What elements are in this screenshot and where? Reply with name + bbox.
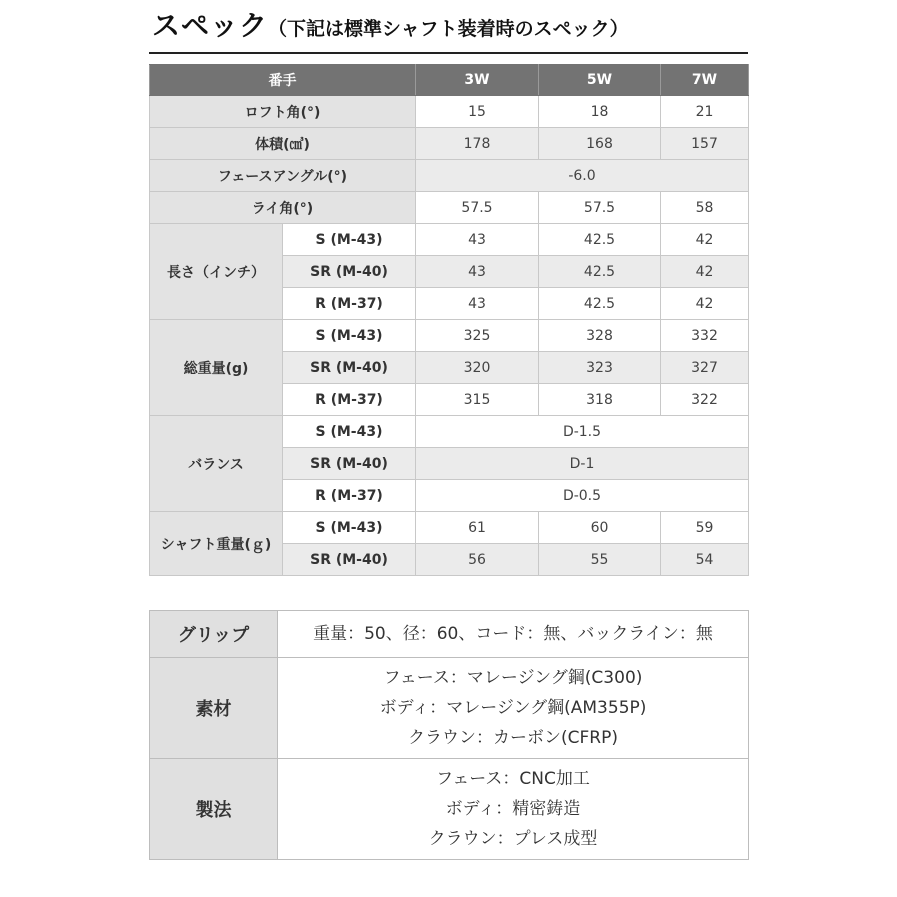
spec-table (149, 64, 749, 576)
header-club: 5W (539, 65, 661, 96)
cell-value: 328 (539, 320, 661, 352)
cell-value: 323 (539, 352, 661, 384)
flex-label: SR (M-40) (283, 448, 416, 480)
material-line: ボディ：マレージング鋼(AM355P) (379, 698, 647, 718)
cell-value: 42 (661, 288, 749, 320)
group-label: 長さ（インチ） (150, 224, 283, 320)
material-text (278, 658, 749, 759)
balance-row (150, 416, 749, 448)
cell-value: 332 (661, 320, 749, 352)
flex-label: R (M-37) (283, 288, 416, 320)
cell-value: 54 (661, 544, 749, 576)
page-title (152, 4, 752, 44)
method-line: ボディ：精密鋳造 (445, 799, 581, 819)
title-divider (149, 52, 748, 54)
row-label: フェースアングル(°) (150, 160, 416, 192)
length-row (150, 224, 749, 256)
header-club: 3W (416, 65, 539, 96)
flex-label: S (M-43) (283, 320, 416, 352)
cell-value: 21 (661, 96, 749, 128)
row-label: 素材 (150, 658, 278, 759)
cell-value: 18 (539, 96, 661, 128)
cell-value: 60 (539, 512, 661, 544)
cell-value: 327 (661, 352, 749, 384)
flex-label: SR (M-40) (283, 256, 416, 288)
material-row (150, 658, 749, 759)
row-label: ライ角(°) (150, 192, 416, 224)
group-label: バランス (150, 416, 283, 512)
method-line: フェース：CNC加工 (436, 769, 590, 789)
cell-value: D-1.5 (416, 416, 749, 448)
cell-value: D-0.5 (416, 480, 749, 512)
cell-value: 168 (539, 128, 661, 160)
row-label: グリップ (150, 611, 278, 658)
cell-value: 59 (661, 512, 749, 544)
cell-value: 57.5 (539, 192, 661, 224)
group-label: 総重量(g) (150, 320, 283, 416)
cell-value: 42 (661, 224, 749, 256)
cell-value: 43 (416, 288, 539, 320)
title-subtitle: （下記は標準シャフト装着時のスペック） (268, 18, 629, 40)
cell-value: 42.5 (539, 224, 661, 256)
material-line: クラウン：カーボン(CFRP) (408, 728, 618, 748)
method-row (150, 759, 749, 860)
grip-row (150, 611, 749, 658)
flex-label: S (M-43) (283, 224, 416, 256)
row-label: 製法 (150, 759, 278, 860)
title-main: スペック (152, 9, 269, 42)
flex-label: SR (M-40) (283, 352, 416, 384)
cell-value: 61 (416, 512, 539, 544)
cell-value: 315 (416, 384, 539, 416)
cell-value: 43 (416, 224, 539, 256)
cell-value: 325 (416, 320, 539, 352)
cell-value: 57.5 (416, 192, 539, 224)
flex-label: SR (M-40) (283, 544, 416, 576)
cell-value: 42 (661, 256, 749, 288)
header-label: 番手 (150, 65, 416, 96)
method-text (278, 759, 749, 860)
header-club: 7W (661, 65, 749, 96)
method-line: クラウン：プレス成型 (428, 829, 598, 849)
face-angle-row (150, 160, 749, 192)
grip-text: 重量：50、径：60、コード：無、バックライン：無 (278, 611, 749, 658)
cell-value: 318 (539, 384, 661, 416)
cell-value: 43 (416, 256, 539, 288)
cell-value: 56 (416, 544, 539, 576)
cell-value: 320 (416, 352, 539, 384)
cell-value: 55 (539, 544, 661, 576)
volume-row (150, 128, 749, 160)
total-weight-row (150, 320, 749, 352)
lie-row (150, 192, 749, 224)
flex-label: S (M-43) (283, 416, 416, 448)
materials-table (149, 610, 749, 860)
flex-label: R (M-37) (283, 480, 416, 512)
cell-value: D-1 (416, 448, 749, 480)
cell-value: 42.5 (539, 288, 661, 320)
material-line: フェース：マレージング鋼(C300) (383, 668, 643, 688)
cell-value: 322 (661, 384, 749, 416)
cell-value: 178 (416, 128, 539, 160)
cell-value: 42.5 (539, 256, 661, 288)
group-label: シャフト重量(ｇ) (150, 512, 283, 576)
loft-row (150, 96, 749, 128)
spec-header-row (150, 65, 749, 96)
shaft-weight-row (150, 512, 749, 544)
cell-value: 157 (661, 128, 749, 160)
cell-value: -6.0 (416, 160, 749, 192)
row-label: ロフト角(°) (150, 96, 416, 128)
cell-value: 15 (416, 96, 539, 128)
flex-label: S (M-43) (283, 512, 416, 544)
cell-value: 58 (661, 192, 749, 224)
flex-label: R (M-37) (283, 384, 416, 416)
row-label: 体積(㎤) (150, 128, 416, 160)
